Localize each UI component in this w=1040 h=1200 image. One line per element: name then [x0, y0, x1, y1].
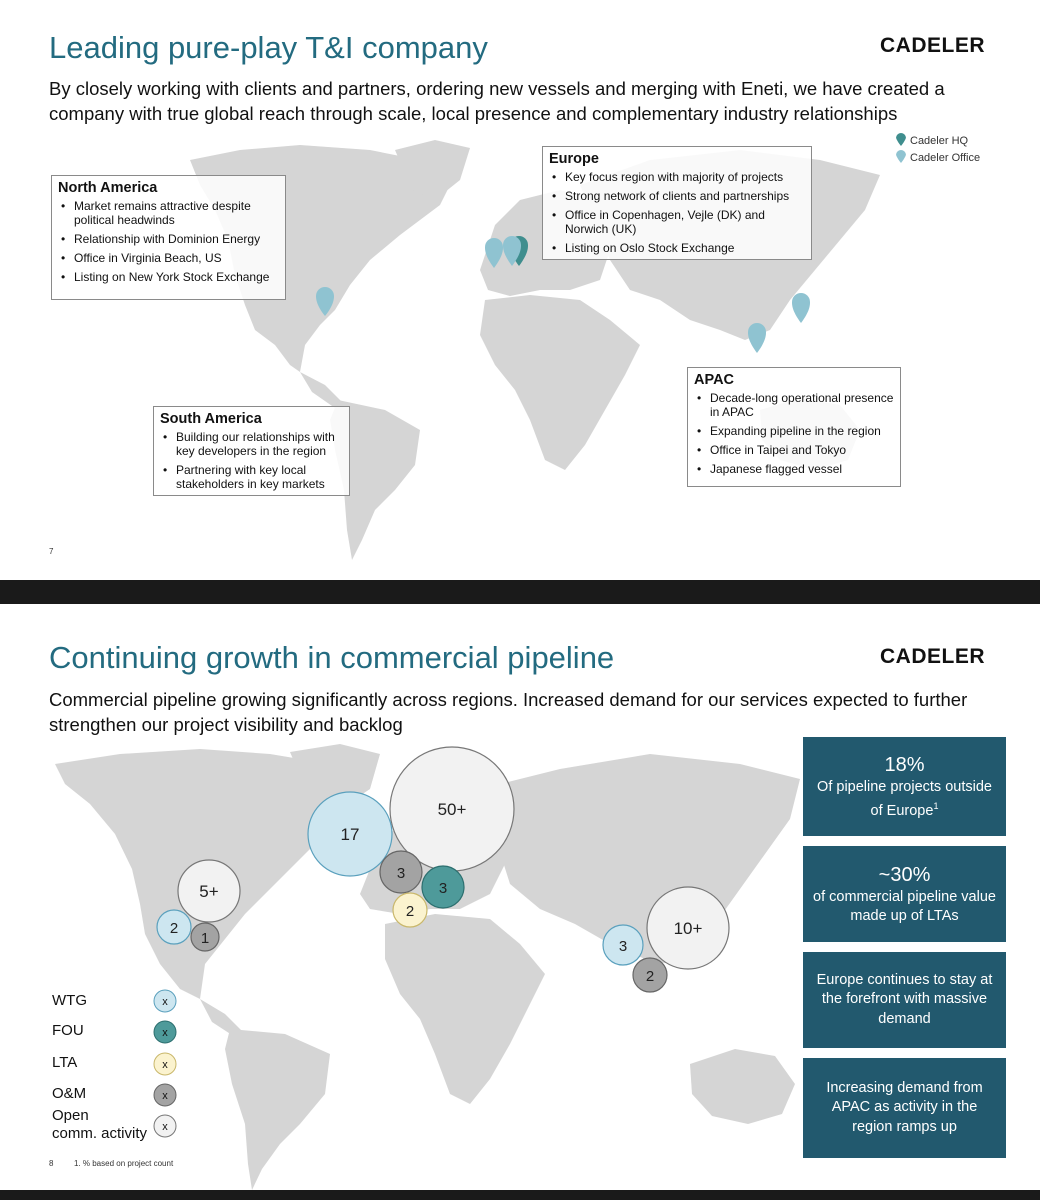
legend-mark: x [162, 1059, 168, 1071]
pipeline-bubble [157, 910, 191, 944]
list-item: • Listing on Oslo Stock Exchange [565, 241, 805, 255]
pipeline-bubble [308, 792, 392, 876]
asia-shape [480, 754, 800, 964]
bubble-label: 3 [438, 880, 448, 897]
cadeler-logo [880, 34, 985, 58]
page-subtitle: By closely working with clients and partners, ordering new vessels and merging with Eneti, we have created a company with true global reach through scale, local presence and complementary industry relationships [49, 78, 945, 124]
logo-text: CADELER [880, 34, 986, 57]
bubble-label: 2 [645, 968, 655, 985]
highlight-1-text-body: Of pipeline projects outside of Europe [817, 778, 992, 819]
list-item: • Office in Taipei and Tokyo [710, 443, 894, 457]
pipeline-bubble [380, 851, 422, 893]
south-america-shape [225, 1029, 330, 1190]
europe-box [542, 146, 812, 260]
list-item: • Market remains attractive despite political headwinds [74, 199, 279, 227]
bubble-label: 3 [396, 865, 406, 882]
list-item: • Key focus region with majority of projects [565, 170, 805, 184]
list-item: • Building our relationships with key developers in the region [176, 430, 343, 458]
highlight-box-2 [803, 846, 1006, 942]
legend-hq-label: Cadeler HQ [910, 135, 969, 147]
list-item: • Office in Copenhagen, Vejle (DK) and Norwich (UK) [565, 208, 780, 236]
legend-mark: x [162, 996, 168, 1008]
europe-list [549, 170, 805, 255]
africa-shape [480, 295, 640, 470]
highlight-2-text: of commercial pipeline value made up of LTAs [813, 888, 996, 924]
list-item: • Partnering with key local stakeholders in key markets [176, 463, 343, 491]
list-item: • Listing on New York Stock Exchange [74, 270, 279, 284]
page-title: Continuing growth in commercial pipeline [49, 640, 615, 675]
south-america-title: South America [160, 411, 262, 427]
list-item: • Decade-long operational presence in APAC [710, 391, 894, 419]
legend-hq [896, 133, 968, 147]
africa-shape [385, 914, 545, 1104]
bubble-label: 17 [340, 825, 360, 844]
legend-mark: x [162, 1027, 168, 1039]
legend-office-label: Cadeler Office [910, 152, 981, 164]
highlight-1-text [811, 778, 998, 822]
legend-office [896, 150, 980, 164]
australia-shape [690, 1049, 795, 1124]
page-number: 8 [49, 1159, 54, 1168]
bubble-label: 2 [405, 903, 415, 920]
footnote: 1. % based on project count [74, 1159, 174, 1168]
europe-title: Europe [549, 151, 599, 167]
list-item: • Office in Virginia Beach, US [74, 251, 279, 265]
pipeline-bubble [393, 893, 427, 927]
legend-om-label: O&M [52, 1085, 87, 1102]
slide-2 [0, 604, 1040, 1190]
bubble-label: 10+ [673, 919, 703, 938]
pipeline-bubble [647, 887, 729, 969]
list-item: • Expanding pipeline in the region [710, 424, 894, 438]
bubble-label: 5+ [199, 882, 219, 901]
pipeline-bubble [603, 925, 643, 965]
legend-mark: x [162, 1090, 168, 1102]
highlight-4-text: Increasing demand from APAC as activity in the region ramps up [826, 1079, 983, 1135]
legend-open-line2: comm. activity [52, 1125, 148, 1142]
page-subtitle: Commercial pipeline growing significantly across regions. Increased demand for our services expected to further strengthen our project visibility and backlog [49, 689, 968, 735]
list-item: • Relationship with Dominion Energy [74, 232, 279, 246]
footnote-marker: 1 [933, 801, 939, 812]
highlight-box-4 [803, 1058, 1006, 1158]
legend-wtg-label: WTG [52, 992, 87, 1009]
legend-open-line1: Open [52, 1107, 89, 1124]
south-america-list [160, 430, 343, 491]
pin-tokyo [792, 293, 810, 323]
legend-lta-label: LTA [52, 1054, 78, 1071]
legend-mark: x [162, 1121, 168, 1133]
hq-pin-icon [896, 133, 906, 146]
pin-taipei [748, 323, 766, 353]
highlight-1-value: 18% [884, 753, 925, 776]
page-title: Leading pure-play T&I company [49, 30, 488, 65]
bubble-label: 50+ [437, 800, 467, 819]
highlight-3-text: Europe continues to stay at the forefront with massive demand [816, 971, 993, 1027]
bubble-label: 1 [200, 930, 210, 947]
north-america-list [58, 199, 279, 284]
pipeline-bubble [633, 958, 667, 992]
apac-box [687, 367, 901, 487]
page-number: 7 [49, 547, 54, 556]
south-america-box [153, 406, 350, 496]
north-america-title: North America [58, 180, 158, 196]
highlight-box-3 [803, 952, 1006, 1048]
legend-fou-label: FOU [52, 1022, 84, 1039]
apac-title: APAC [694, 372, 735, 388]
list-item: • Strong network of clients and partnerships [565, 189, 805, 203]
north-america-box [51, 175, 286, 300]
office-pin-icon [896, 150, 906, 163]
cadeler-logo [880, 645, 985, 669]
bubble-label: 3 [618, 938, 628, 955]
logo-text: CADELER [880, 645, 986, 668]
pipeline-bubble [178, 860, 240, 922]
pipeline-bubble [191, 923, 219, 951]
highlight-box-1 [803, 737, 1006, 836]
legend-open-label [52, 1107, 147, 1143]
slide-1 [0, 0, 1040, 580]
legend-circles [154, 990, 176, 1137]
highlight-2-value: ~30% [878, 863, 931, 886]
bubble-label: 2 [169, 920, 179, 937]
apac-list [694, 391, 894, 476]
pipeline-bubble [422, 866, 464, 908]
list-item: • Japanese flagged vessel [710, 462, 894, 476]
